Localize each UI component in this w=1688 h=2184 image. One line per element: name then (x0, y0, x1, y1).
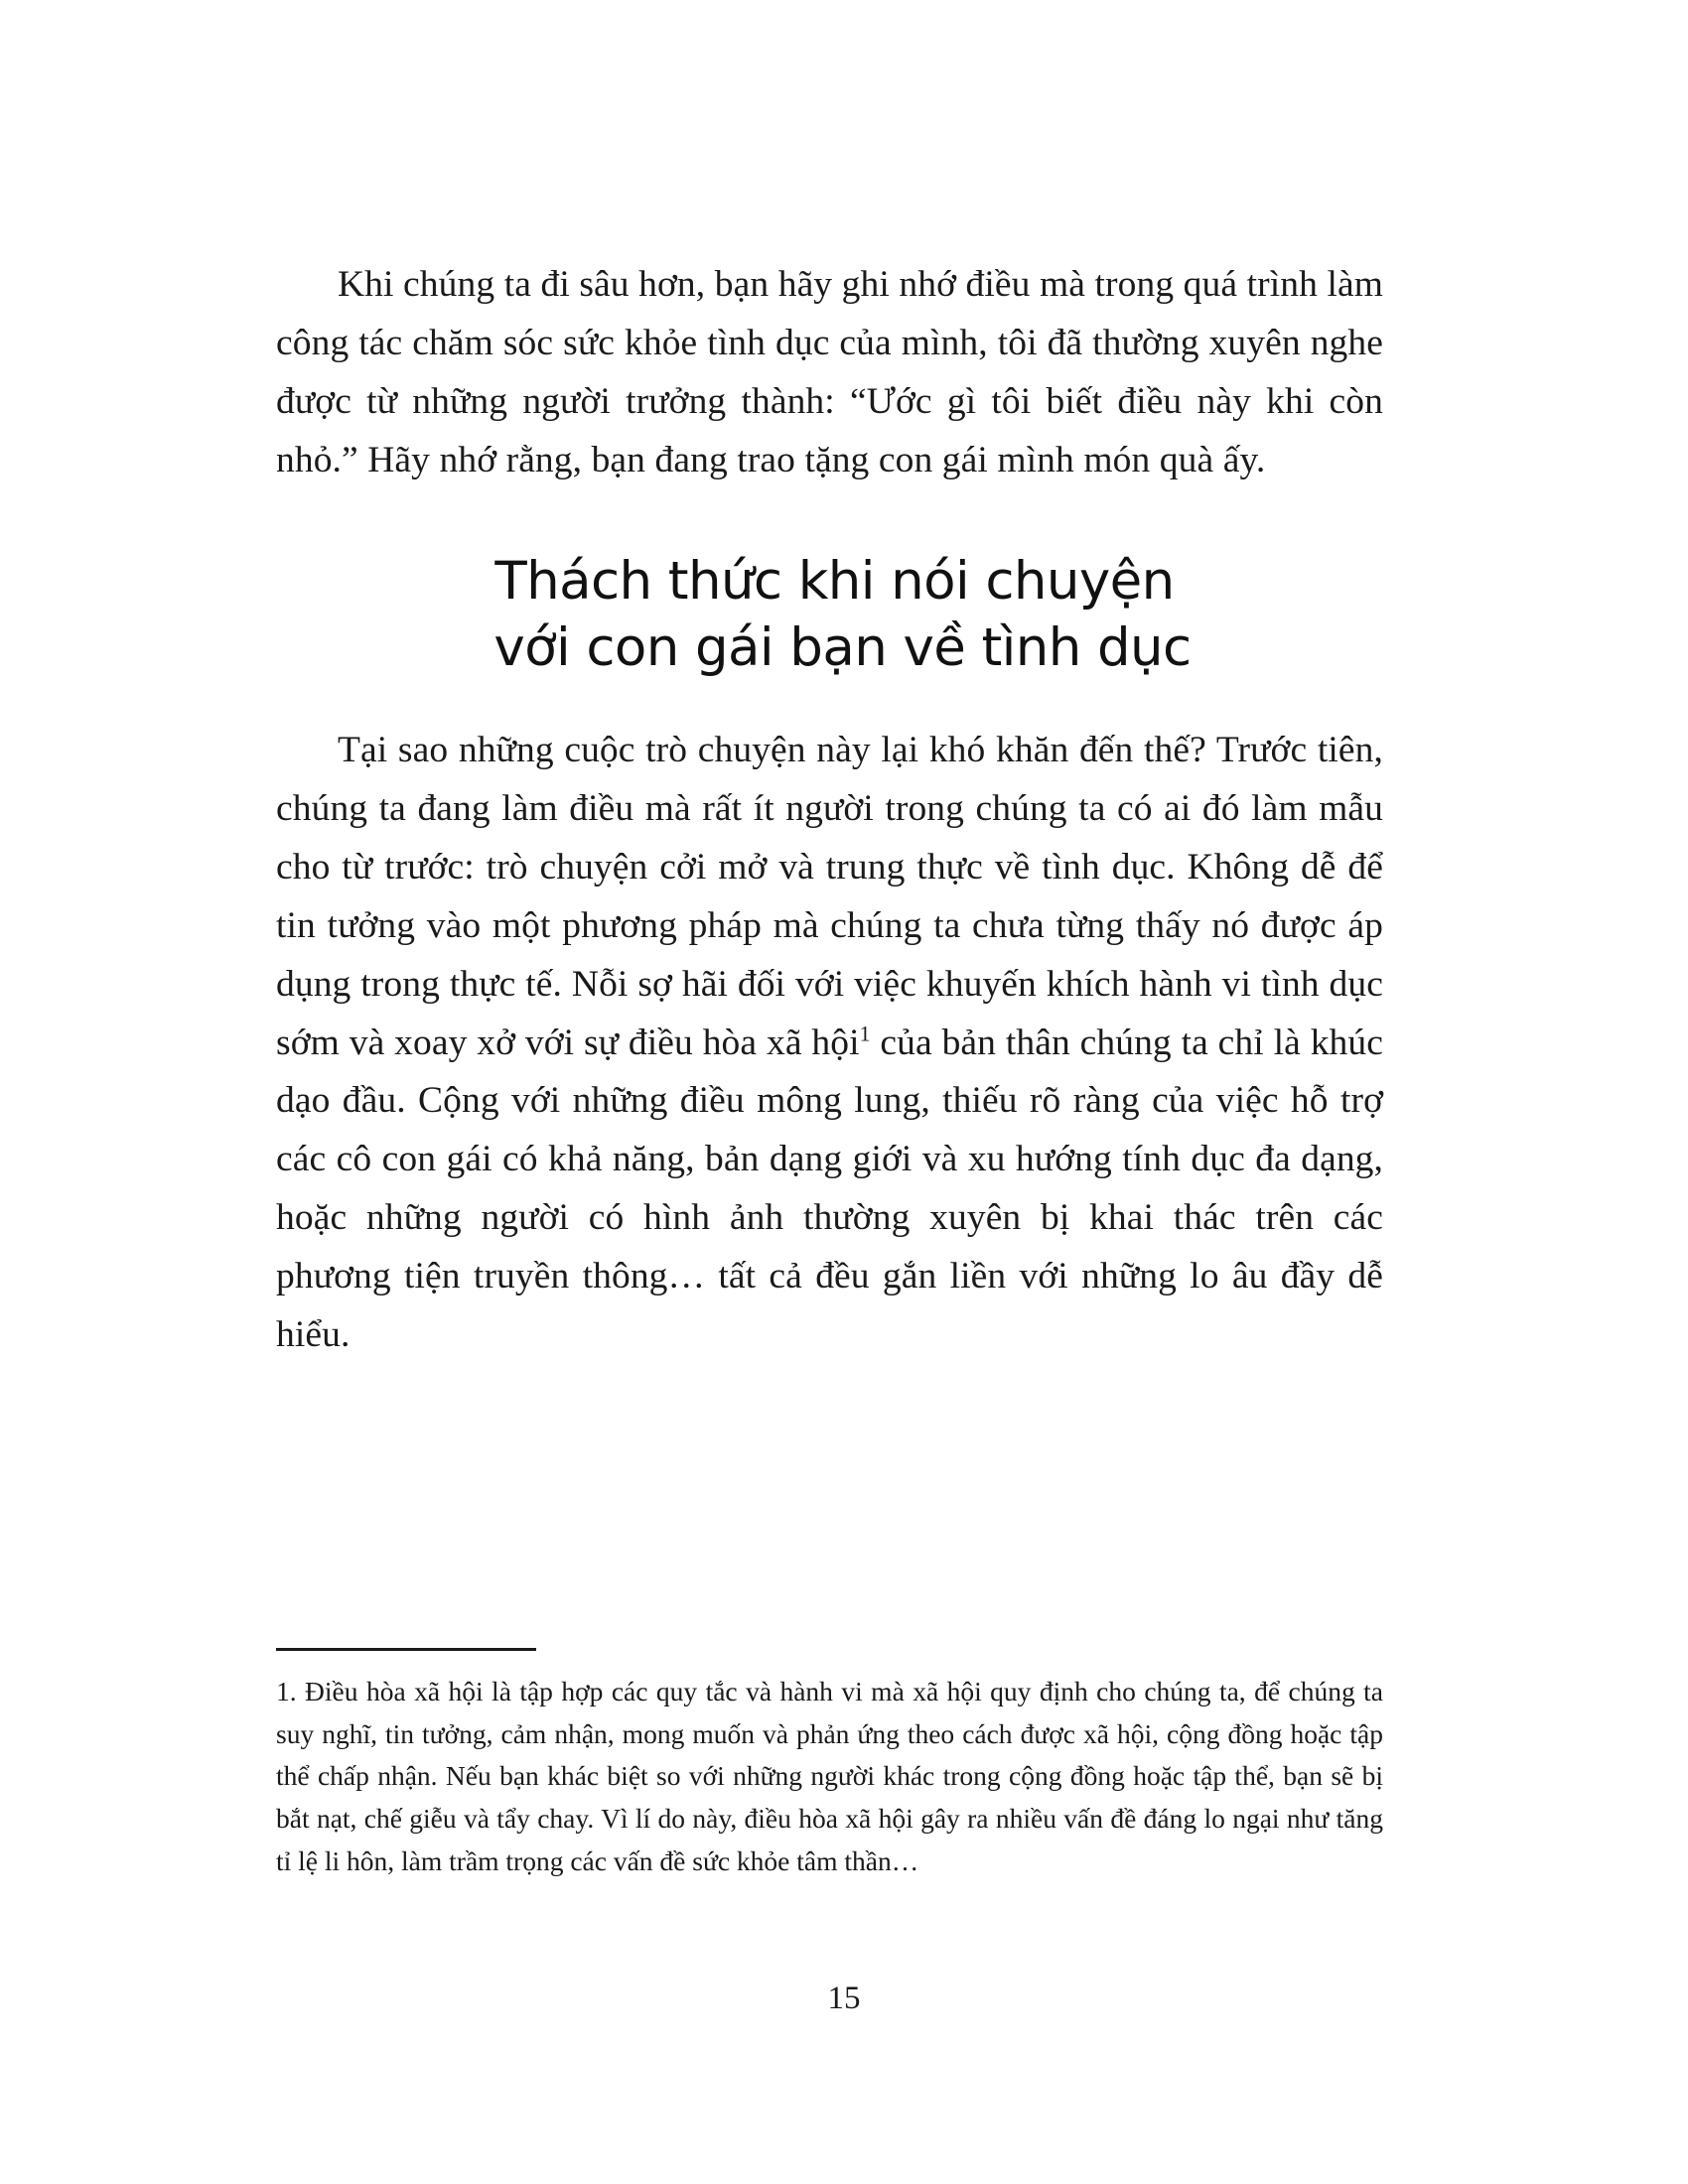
footnote-reference-marker[interactable]: 1 (859, 1022, 871, 1046)
footnote-separator-rule (276, 1648, 536, 1651)
page-content (276, 256, 1383, 1365)
paragraph-section-body-part1: Tại sao những cuộc trò chuyện này lại khó khăn đến thế? Trước tiên, chúng ta đang làm điều mà rất ít người trong chúng ta có ai đó làm mẫu cho từ trước: trò chuyện cởi mở và trung thực về tình dục. Không dễ để tin tưởng vào một phương pháp mà chúng ta chưa từng thấy nó được áp dụng trong thực tế. Nỗi sợ hãi đối với việc khuyến khích hành vi tình dục sớm và xoay xở với sự điều hòa xã hội (276, 730, 1383, 1063)
section-heading-line-2: với con gái bạn về tình dục (493, 617, 1192, 679)
section-heading-line-1: Thách thức khi nói chuyện (494, 550, 1175, 612)
page-number: 15 (827, 1980, 861, 2016)
paragraph-intro: Khi chúng ta đi sâu hơn, bạn hãy ghi nhớ điều mà trong quá trình làm công tác chăm sóc sức khỏe tình dục của mình, tôi đã thường xuyên nghe được từ những người trưởng thành: “Ước gì tôi biết điều này khi còn nhỏ.” Hãy nhớ rằng, bạn đang trao tặng con gái mình món quà ấy. (276, 264, 1383, 480)
footnote-area (276, 1648, 1383, 1882)
footnote-text: 1. Điều hòa xã hội là tập hợp các quy tắc và hành vi mà xã hội quy định cho chúng ta, để chúng ta suy nghĩ, tin tưởng, cảm nhận, mong muốn và phản ứng theo cách được xã hội, cộng đồng hoặc tập thể chấp nhận. Nếu bạn khác biệt so với những người khác trong cộng đồng hoặc tập thể, bạn sẽ bị bắt nạt, chế giễu và tẩy chay. Vì lí do này, điều hòa xã hội gây ra nhiều vấn đề đáng lo ngại như tăng tỉ lệ li hôn, làm trầm trọng các vấn đề sức khỏe tâm thần… (276, 1676, 1383, 1876)
section-heading (276, 548, 1383, 683)
paragraph-section-body (276, 722, 1383, 1365)
paragraph-section-body-part2: của bản thân chúng ta chỉ là khúc dạo đầu. Cộng với những điều mông lung, thiếu rõ ràng của việc hỗ trợ các cô con gái có khả năng, bản dạng giới và xu hướng tính dục đa dạng, hoặc những người có hình ảnh thường xuyên bị khai thác trên các phương tiện truyền thông… tất cả đều gắn liền với những lo âu đầy dễ hiểu. (276, 1022, 1383, 1355)
